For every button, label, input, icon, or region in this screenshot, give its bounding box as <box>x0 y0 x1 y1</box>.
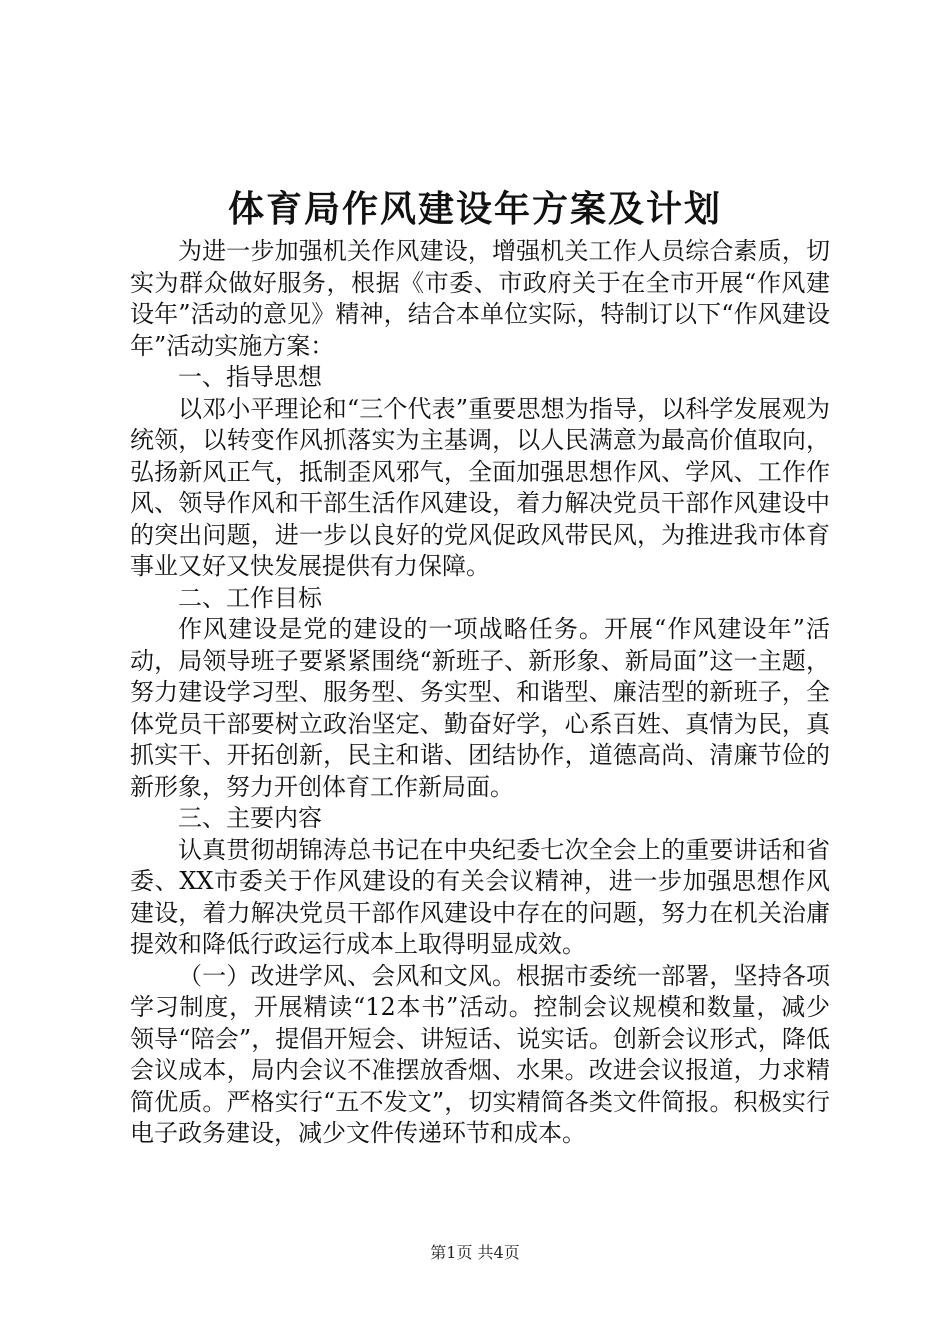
page-number-footer: 第1页 共4页 <box>430 1243 520 1262</box>
section-heading-work-goals: 二、工作目标 <box>178 583 322 612</box>
subsection-text-style-improvement: （一）改进学风、会风和文风。根据市委统一部署，坚持各项学习制度，开展精读“12本书”活动。控制会议规模和数量，减少领导“陪会”，提倡开短会、讲短话、说实话。创新会议形式，降低会议成本，局内会议不准摆放香烟、水果。改进会议报道，力求精简优质。严格实行“五不发文”，切实精简各类文件简报。积极实行电子政务建设，减少文件传递环节和成本。 <box>130 961 830 1147</box>
document-title: 体育局作风建设年方案及计划 <box>227 189 722 230</box>
section-heading-main-content: 三、主要内容 <box>178 804 322 832</box>
intro-paragraph: 为进一步加强机关作风建设，增强机关工作人员综合素质，切实为群众做好服务，根据《市委、市政府关于在全市开展“作风建设年”活动的意见》精神，结合本单位实际，特制订以下“作风建设年”活动实施方案： <box>130 237 830 360</box>
section-text-main-content: 认真贯彻胡锦涛总书记在中央纪委七次全会上的重要讲话和省委、XX市委关于作风建设的有关会议精神，进一步加强思想作风建设，着力解决党员干部作风建设中存在的问题，努力在机关治庸提效和降低行政运行成本上取得明显成效。 <box>130 835 830 958</box>
section-text-guiding-thought: 以邓小平理论和“三个代表”重要思想为指导，以科学发展观为统领，以转变作风抓落实为主基调，以人民满意为最高价值取向，弘扬新风正气，抵制歪风邪气，全面加强思想作风、学风、工作作风、领导作风和干部生活作风建设，着力解决党员干部作风建设中的突出问题，进一步以良好的党风促政风带民风，为推进我市体育事业又好又快发展提供有力保障。 <box>130 394 830 580</box>
document-body <box>130 236 830 1150</box>
section-text-work-goals: 作风建设是党的建设的一项战略任务。开展“作风建设年”活动，局领导班子要紧紧围绕“新班子、新形象、新局面”这一主题，努力建设学习型、服务型、务实型、和谐型、廉洁型的新班子，全体党员干部要树立政治坚定、勤奋好学，心系百姓、真情为民，真抓实干、开拓创新，民主和谐、团结协作，道德高尚、清廉节俭的新形象，努力开创体育工作新局面。 <box>130 615 830 801</box>
section-heading-guiding-thought: 一、指导思想 <box>178 363 322 391</box>
